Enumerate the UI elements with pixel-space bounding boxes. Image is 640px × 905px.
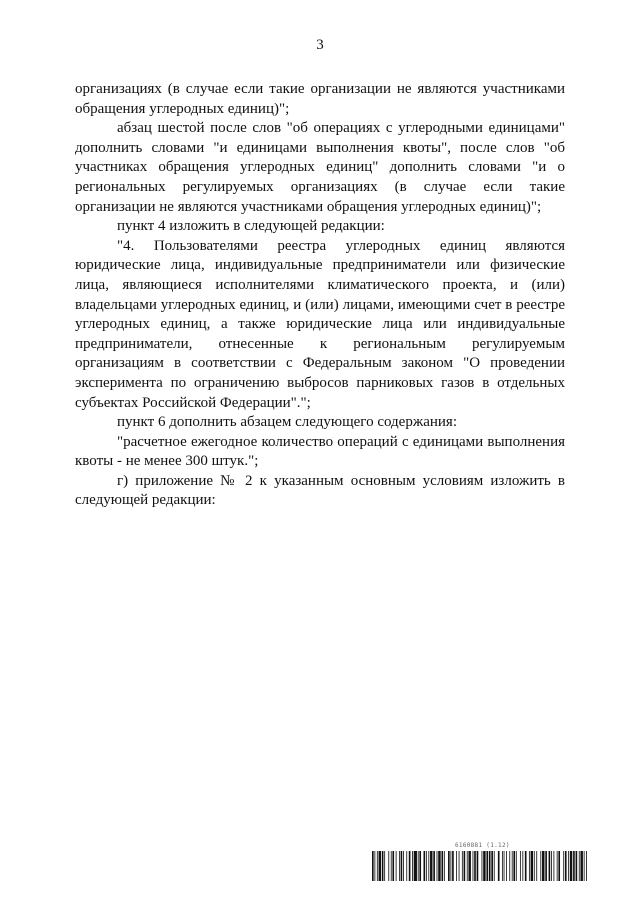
barcode-bar (444, 851, 445, 881)
barcode-bar (403, 851, 404, 881)
barcode-bar (419, 851, 421, 881)
barcode-bar (586, 851, 587, 881)
barcode-bar (573, 851, 575, 881)
barcode-bar (584, 851, 585, 881)
barcode-bar (522, 851, 523, 881)
barcode-bar (409, 851, 411, 881)
paragraph-6: "расчетное ежегодное количество операций с единицами выполнения квоты - не менее 300 штук."; (75, 433, 565, 470)
barcode-bar (551, 851, 552, 881)
barcode-bar (459, 851, 460, 881)
barcode-bar (437, 851, 438, 881)
barcode-bar (498, 851, 500, 881)
barcode-bar (418, 851, 419, 881)
page-number: 3 (316, 37, 324, 53)
barcode-bar (406, 851, 407, 881)
barcode-bar (483, 851, 485, 881)
barcode-bar (525, 851, 527, 881)
barcode-bar (468, 851, 470, 881)
barcode-bar (372, 851, 374, 881)
barcode-bar (531, 851, 533, 881)
barcode-bar (568, 851, 569, 881)
barcode-bar (534, 851, 535, 881)
paragraph-5: пункт 6 дополнить абзацем следующего содержания: (117, 414, 457, 431)
barcode-bar (570, 851, 572, 881)
paragraph-2: абзац шестой после слов "об операциях с углеродными единицами" дополнить словами "и единицами выполнения квоты", после слов "об участниках обращения углеродных единиц" дополнить словами "и о региональных регулируемых организациях (в случае если такие организации не являются участниками обращения углеродных единиц)"; (75, 120, 565, 215)
barcode-bar (489, 851, 491, 881)
barcode-bar (433, 851, 435, 881)
barcode-bar (450, 851, 451, 881)
barcode-bar (540, 851, 541, 881)
barcode-bar (430, 851, 432, 881)
barcode-bar (399, 851, 400, 881)
barcode-bar (542, 851, 544, 881)
barcode-bar (428, 851, 429, 881)
barcode-bar (579, 851, 580, 881)
barcode-bar (494, 851, 495, 881)
barcode-bar (384, 851, 385, 881)
barcode-bar (512, 851, 513, 881)
barcode-bar (557, 851, 558, 881)
barcode-bar (502, 851, 503, 881)
barcode-bar (392, 851, 394, 881)
barcode-bar (401, 851, 403, 881)
barcode-bar (558, 851, 560, 881)
barcode-bar (506, 851, 507, 881)
barcode-bar (462, 851, 463, 881)
barcode-bar (441, 851, 443, 881)
barcode-bar (377, 851, 378, 881)
barcode-bar (473, 851, 474, 881)
barcode-bar (374, 851, 375, 881)
barcode-bar (580, 851, 582, 881)
barcode-bar (520, 851, 521, 881)
paragraph-1: организациях (в случае если такие организации не являются участниками обращения углеродных единиц)"; (75, 81, 565, 117)
barcode-bar (391, 851, 392, 881)
barcode-bar (426, 851, 427, 881)
document-body (75, 80, 565, 511)
barcode-bar (529, 851, 530, 881)
barcode-bar (545, 851, 547, 881)
barcode-bar (504, 851, 505, 881)
barcode-bar (388, 851, 389, 881)
barcode-bar (491, 851, 493, 881)
paragraph-4: "4. Пользователями реестра углеродных единиц являются юридические лица, индивидуальные предприниматели или физические лица, являющиеся исполнителями климатического проекта, и (или) владельцами углеродных единиц, и (или) лицами, имеющими счет в реестре углеродных единиц, а также юридические лица или индивидуальные предприниматели, отнесенные к региональным регулируемым организациям в соответствии с Федеральным законом "О проведении эксперимента по ограничению выбросов парниковых газов в отдельных субъектах Российской Федерации"."; (75, 237, 565, 411)
barcode-bar (452, 851, 454, 881)
barcode-bar (424, 851, 426, 881)
barcode-bar (486, 851, 488, 881)
barcode-bar (382, 851, 384, 881)
barcode-bar (474, 851, 476, 881)
barcode-bar (412, 851, 413, 881)
barcode-bar (516, 851, 517, 881)
barcode-bar (467, 851, 468, 881)
barcode-bar (509, 851, 510, 881)
barcode-bar (549, 851, 551, 881)
barcode-bar (438, 851, 440, 881)
barcode-bar (553, 851, 554, 881)
barcode-bar (456, 851, 457, 881)
barcode-bar (513, 851, 515, 881)
barcode (372, 851, 587, 881)
barcode-bar (464, 851, 466, 881)
paragraph-7: г) приложение № 2 к указанным основным условиям изложить в следующей редакции: (75, 472, 565, 509)
barcode-bar (576, 851, 578, 881)
barcode-label: 6160881 (1.12) (455, 842, 510, 849)
barcode-bar (448, 851, 450, 881)
barcode-bar (414, 851, 417, 881)
barcode-bar (379, 851, 381, 881)
barcode-bar (563, 851, 564, 881)
barcode-bar (536, 851, 537, 881)
barcode-bar (396, 851, 397, 881)
barcode-bar (482, 851, 483, 881)
paragraph-3: пункт 4 изложить в следующей редакции: (117, 218, 385, 235)
barcode-bar (477, 851, 479, 881)
barcode-bar (565, 851, 567, 881)
